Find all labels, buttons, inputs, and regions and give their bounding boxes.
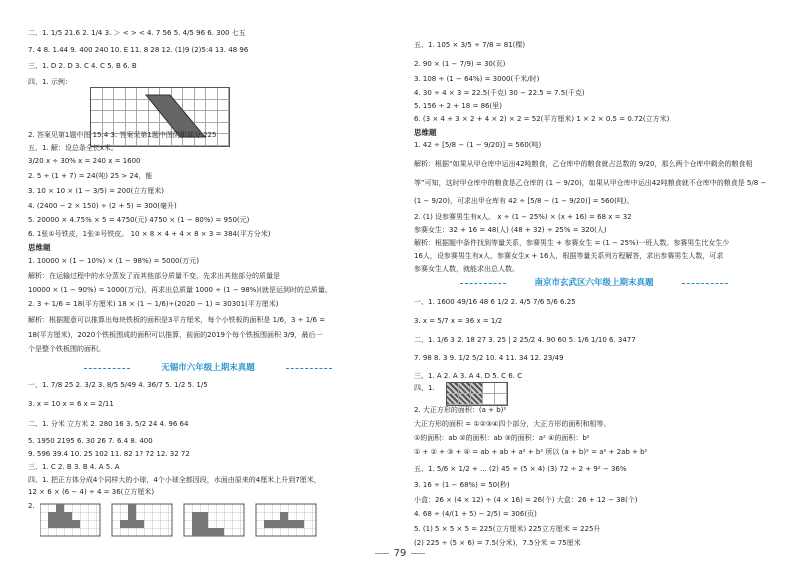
answer-line: 二、1. 分米 立方米 2. 280 16 3. 5/2 24 4. 96 64 [28,420,189,428]
answer-line: 5. (1) 5 × 5 × 5 = 225(立方厘米) 225立方厘米 = 225升 [414,525,601,533]
answer-line: 3. x = 5/7 x = 36 x = 1/2 [414,317,503,325]
explanation-line: 解析：在运输过程中的水分蒸发了而其他部分质量不变，先求出其他部分的质量是 [28,272,280,280]
answer-line: 五、1. 5/6 × 1/2 + ... (2) 45 ÷ (5 × 4) (3) 72 ÷ 2 + 9² − 36% [414,465,627,473]
section-heading: 思维题 [414,128,437,137]
cube-views-figure [40,502,340,540]
answer-line: 7. 98 8. 3 9. 1/2 5/2 10. 4 11. 34 12. 23/49 [414,354,564,362]
explanation-line: 10000 × (1 − 90%) = 1000(万元)，再求出总质量 1000 ÷ (1 − 98%)(就是运到时的总质量。 [28,286,332,294]
answer-line: 3. 108 ÷ (1 − 64%) = 3000(千米/时) [414,75,540,83]
answer-line: 三、1. A 2. A 3. A 4. D 5. C 6. C [414,372,523,380]
answer-line: 一、1. 1600 49/16 48 6 1/2 2. 4/5 7/6 5/6 6.25 [414,298,576,306]
answer-line: 2. 大正方形的面积：(a + b)² [414,406,507,414]
answer-line: (2) 225 ÷ (5 × 6) = 7.5(分米)，7.5分米 = 75厘米 [414,539,581,547]
section-band-title: 南京市玄武区六年级上期末真题 [514,279,674,288]
answer-line: 6. 1张①号铁皮，1张②号铁皮。 10 × 8 × 4 + 4 × 8 × 3 = 384(平方分米) [28,230,271,238]
answer-line: 二、1. 1/5 21.6 2. 1/4 3. ＞ < > < 4. 7 56 5. 4/5 96 6. 300 七五 [28,29,246,37]
explanation-line: 参赛女生人数，就能求出总人数。 [414,265,519,273]
answer-line: 四、1. 示例： [28,78,72,86]
answer-line: 小盒：26 × (4 × 12) ÷ (4 × 16) = 26(个) 大盒：26 + 12 − 38(个) [414,496,638,504]
explanation-line: (1 − 9/20)，可求出甲仓库有 42 ÷ [5/8 − (1 − 9/20)] = 560(吨)。 [414,197,634,205]
section-band-title: 无锡市六年级上期末真题 [138,364,278,373]
answer-line: 4. 68 ÷ (4/(1 + 5) − 2/5) = 306(页) [414,510,537,518]
answer-line: 2. 5 ÷ (1 + 7) = 24(吨) 25 > 24，能 [28,172,153,180]
area-grid-figure [446,382,508,406]
answer-line: 5. 20000 × 4.75% × 5 = 4750(元) 4750 × (1 − 80%) = 950(元) [28,216,250,224]
answer-line: 5. 1950 2195 6. 30 26 7. 6.4 8. 400 [28,437,153,445]
answer-line: 6. (3 × 4 + 3 × 2 + 4 × 2) × 2 = 52(平方厘米) 1 × 2 × 0.5 = 0.72(立方米) [414,115,670,123]
answer-line: 大正方形的面积 = ①②③④四个部分，大正方形的面积和相等。 [414,420,611,428]
answer-line: 四、1. 把正方体分成4个同样大的小球，4个小球全都因段，水面由原来的4厘米上升到7厘米， [28,476,321,484]
answer-line: 3. 10 × 10 × (1 − 3/5) = 200(立方厘米) [28,187,164,195]
section-heading: 思维题 [28,243,51,252]
answer-line: 三、1. D 2. D 3. C 4. C 5. B 6. B [28,62,137,70]
answer-line: 4. (2400 − 2 × 150) ÷ (2 + 5) = 300(毫升) [28,202,177,210]
explanation-line: 18(平方厘米)，2020个铁板围成的面积可以推算，前面的2019个每个铁板围面积 3/9，最后一 [28,331,323,339]
answer-line: 1. 42 ÷ [5/8 − (1 − 9/20)] = 560(吨) [414,141,542,149]
answer-line: 1. 10000 × (1 − 10%) × (1 − 98%) = 5000(万元) [28,257,199,265]
answer-line: 一、1. 7/8 25 2. 3/2 3. 8/5 5/49 4. 36/7 5. 1/2 5. 1/5 [28,381,208,389]
explanation-line: 解析：根据题中条件找到等量关系，参赛男生 + 参赛女生 = (1 − 25%)一班人数。参赛男生比女生少 [414,239,730,247]
explanation-line: 个是整个铁板围的面积。 [28,345,105,353]
explanation-line: 等”可知，这时甲仓库中的粮食是乙仓库的 (1 − 9/20)，如果从甲仓库中运出42吨粮食就不仓库中的粮食是 5/8 − [414,179,767,187]
answer-line: 3. 16 ÷ (1 − 68%) = 50(秒) [414,481,510,489]
explanation-line: 16人，设参赛男生有x人，参赛女生x + 16人，根据等量关系列方程解答，求出参赛男生人数，可求 [414,252,724,260]
answer-line: 三、1. C 2. B 3. B 4. A 5. A [28,463,120,471]
answer-line: 2. 答案见第1题中图 15:4 3. 答案见第1题中图阴影部分 225 [28,131,217,139]
answer-line: 参赛女生：32 + 16 = 48(人) (48 + 32) ÷ 25% = 320(人) [414,226,607,234]
answer-line: 3/20 x ÷ 30% x = 240 x = 1600 [28,157,141,165]
answer-line: 3. x = 10 x = 6 x = 2/11 [28,400,114,408]
answer-line: ① + ② + ③ + ④ = ab + ab + a² + b² 所以 (a + b)² = a² + 2ab + b² [414,448,648,456]
page-number: 79 [0,548,800,559]
answer-line: 5. 156 ÷ 2 + 18 = 86(里) [414,102,502,110]
answer-line: 五、1. 105 × 3/5 ÷ 7/8 = 81(棵) [414,41,526,49]
answer-line: ①的面积：ab ②的面积：ab ③的面积：a² ④的面积：b² [414,434,590,442]
answer-line: 2. 3 ÷ 1/6 = 18(平方厘米) 18 × (1 − 1/6)÷(2020 − 1) = 30301(平方厘米) [28,300,279,308]
answer-line: 12 × 6 × (6 − 4) ÷ 4 = 36(立方厘米) [28,488,155,496]
answer-line: 7. 4 8. 1.44 9. 400 240 10. E 11. 8 28 12. (1)9 (2)5:4 13. 48 96 [28,46,249,54]
answer-line: 9. 596 39.4 10. 25 102 11. 82 1? 72 12. 32 72 [28,450,190,458]
answer-line: 二、1. 1/6 3 2. 18 27 3. 25 | 2 25/2 4. 90 60 5. 1/6 1/10 6. 3477 [414,336,636,344]
explanation-line: 解析：根据题意可以推算出每块铁板的面积是3平方厘米，每个小铁板的面积是 1/6，3 ÷ 1/6 = [28,316,326,324]
answer-line: 2. (1) 设参赛男生有x人。 x ÷ (1 − 25%) × (x + 16) = 68 x = 32 [414,213,632,221]
answer-line: 四、1. [414,384,435,392]
answer-line: 2. 90 × (1 − 7/9) = 30(页) [414,60,506,68]
answer-line: 4. 30 ÷ 4 × 3 = 22.5(千克) 30 − 22.5 = 7.5(千克) [414,89,585,97]
answer-line: 五、1. 解：设总条全长x米。 [28,144,119,152]
answer-line: 2. [28,502,35,510]
explanation-line: 解析：根据“如果从甲仓库中运出42吨粮食，乙仓库中的粮食就占总数的 9/20，那么两个仓库中剩余的粮食相 [414,160,753,168]
